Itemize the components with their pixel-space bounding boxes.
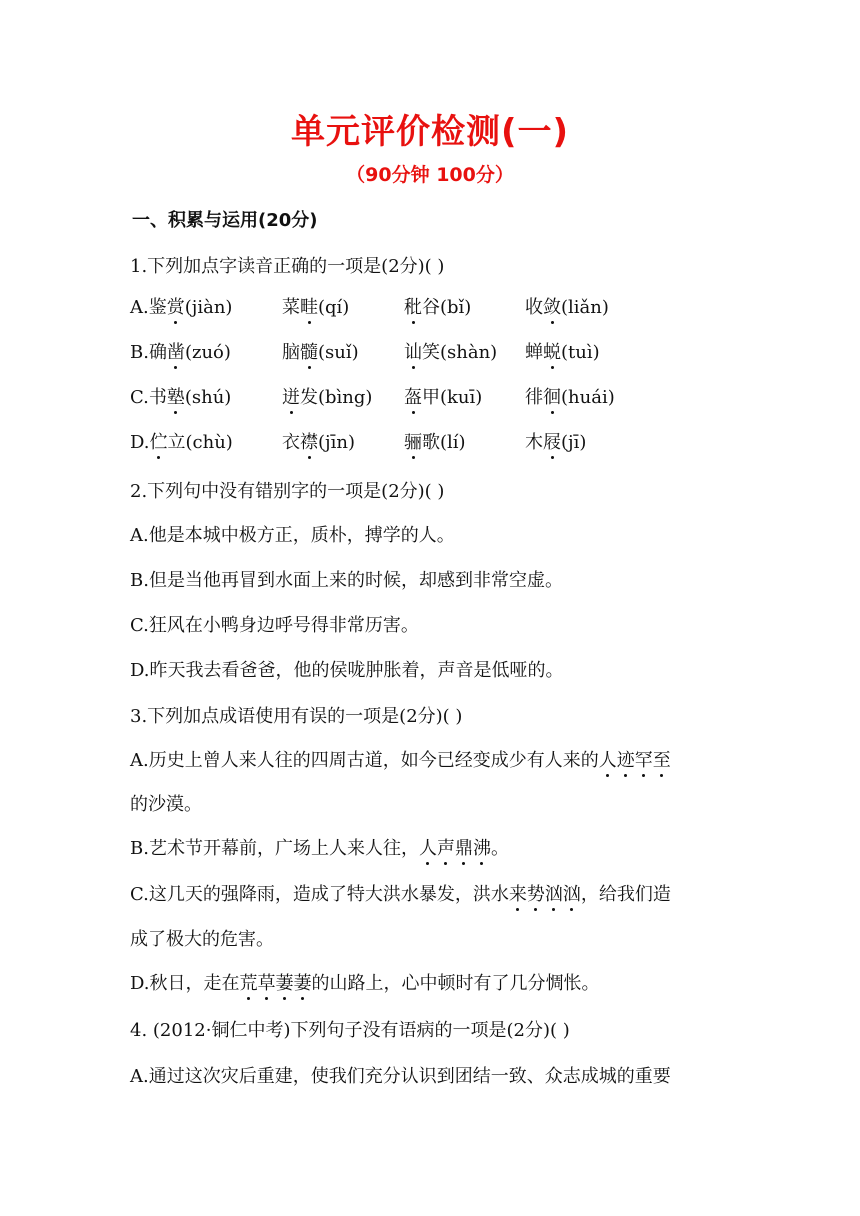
question-3-option-c-continued: 成了极大的危害。 <box>130 929 274 950</box>
question-1-stem: 1.下列加点字读音正确的一项是(2分)( ) <box>130 256 445 277</box>
option-c-word-4: 徘徊(huái) <box>525 383 615 409</box>
option-b-word-1: B.确凿(zuó) <box>130 338 231 364</box>
question-2-option-b: B.但是当他再冒到水面上来的时候，却感到非常空虚。 <box>130 570 563 591</box>
emphasis-mark: 讪 <box>404 338 422 364</box>
option-b-word-4: 蝉蜕(tuì) <box>525 338 600 364</box>
emphasis-mark: 声 <box>437 834 455 860</box>
emphasis-mark: 人 <box>419 834 437 860</box>
option-d-word-4: 木屐(jī) <box>525 428 586 454</box>
emphasis-mark: 迹 <box>617 746 635 772</box>
emphasis-mark: 敛 <box>543 293 561 319</box>
emphasis-mark: 蜕 <box>543 338 561 364</box>
option-a-word-4: 收敛(liǎn) <box>525 293 609 319</box>
option-a-word-2: 菜畦(qí) <box>282 293 349 319</box>
emphasis-mark: 伫 <box>150 428 168 454</box>
page-title: 单元评价检测(一) <box>290 112 570 152</box>
option-d-word-2: 衣襟(jīn) <box>282 428 355 454</box>
question-3-option-c: C.这几天的强降雨，造成了特大洪水暴发，洪水来势汹汹，给我们造 <box>130 880 671 906</box>
option-c-word-2: 迸发(bìng) <box>282 383 372 409</box>
emphasis-mark: 屐 <box>543 428 561 454</box>
emphasis-mark: 势 <box>527 880 545 906</box>
question-2-option-a: A.他是本城中极方正，质朴，搏学的人。 <box>130 525 455 546</box>
emphasis-mark: 沸 <box>473 834 491 860</box>
question-3-option-d: D.秋日，走在荒草萋萋的山路上，心中顿时有了几分惆怅。 <box>130 969 600 995</box>
emphasis-mark: 鼎 <box>455 834 473 860</box>
emphasis-mark: 迸 <box>282 383 300 409</box>
question-3-option-a-continued: 的沙漠。 <box>130 794 202 815</box>
emphasis-mark: 畦 <box>300 293 318 319</box>
emphasis-mark: 汹 <box>545 880 563 906</box>
option-c-word-1: C.书塾(shú) <box>130 383 231 409</box>
emphasis-mark: 塾 <box>167 383 185 409</box>
emphasis-mark: 荒 <box>240 969 258 995</box>
option-b-word-2: 脑髓(suǐ) <box>282 338 359 364</box>
emphasis-mark: 髓 <box>300 338 318 364</box>
emphasis-mark: 罕 <box>635 746 653 772</box>
question-2-stem: 2.下列句中没有错别字的一项是(2分)( ) <box>130 481 445 502</box>
question-4-stem: 4. (2012·铜仁中考)下列句子没有语病的一项是(2分)( ) <box>130 1020 570 1041</box>
emphasis-mark: 赏 <box>167 293 185 319</box>
emphasis-mark: 草 <box>258 969 276 995</box>
emphasis-mark: 骊 <box>404 428 422 454</box>
emphasis-mark: 萋 <box>294 969 312 995</box>
option-a-word-1: A.鉴赏(jiàn) <box>130 293 232 319</box>
emphasis-mark: 人 <box>599 746 617 772</box>
option-c-word-3: 盔甲(kuī) <box>404 383 482 409</box>
emphasis-mark: 徊 <box>543 383 561 409</box>
option-d-word-3: 骊歌(lí) <box>404 428 466 454</box>
emphasis-mark: 秕 <box>404 293 422 319</box>
question-3-stem: 3.下列加点成语使用有误的一项是(2分)( ) <box>130 706 463 727</box>
question-3-option-b: B.艺术节开幕前，广场上人来人往，人声鼎沸。 <box>130 834 509 860</box>
emphasis-mark: 来 <box>509 880 527 906</box>
question-2-option-c: C.狂风在小鸭身边呼号得非常历害。 <box>130 615 419 636</box>
option-a-word-3: 秕谷(bǐ) <box>404 293 471 319</box>
section-heading: 一、积累与运用(20分) <box>132 210 318 231</box>
option-b-word-3: 讪笑(shàn) <box>404 338 497 364</box>
question-4-option-a: A.通过这次灾后重建，使我们充分认识到团结一致、众志成城的重要 <box>130 1066 671 1087</box>
exam-duration-score: （90分钟 100分） <box>346 164 514 186</box>
option-d-word-1: D.伫立(chù) <box>130 428 233 454</box>
emphasis-mark: 襟 <box>300 428 318 454</box>
question-2-option-d: D.昨天我去看爸爸，他的侯咙肿胀着，声音是低哑的。 <box>130 660 564 681</box>
emphasis-mark: 盔 <box>404 383 422 409</box>
emphasis-mark: 萋 <box>276 969 294 995</box>
emphasis-mark: 凿 <box>167 338 185 364</box>
emphasis-mark: 汹 <box>563 880 581 906</box>
question-3-option-a: A.历史上曾人来人往的四周古道，如今已经变成少有人来的人迹罕至 <box>130 746 671 772</box>
emphasis-mark: 至 <box>653 746 671 772</box>
